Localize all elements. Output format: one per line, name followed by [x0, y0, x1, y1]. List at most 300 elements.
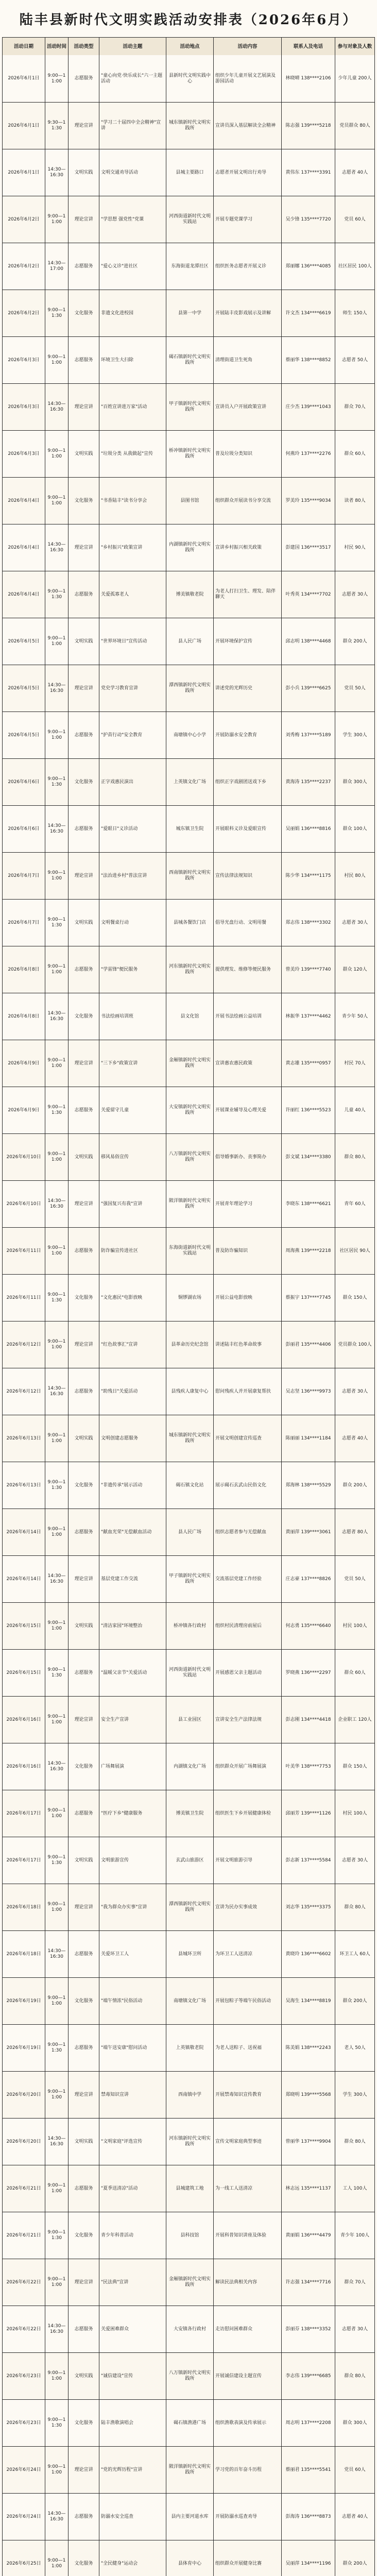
cell-location: 玄武山旅游区 — [166, 1837, 213, 1884]
cell-contact: 吴海生 134****8819 — [281, 1978, 335, 2024]
cell-participants: 党员 50人 — [335, 1556, 374, 1602]
cell-time: 9:00—11:00 — [45, 2447, 68, 2493]
cell-time: 9:00—11:30 — [45, 900, 68, 946]
cell-contact: 何燕玲 137****2276 — [281, 431, 335, 477]
cell-type: 志愿服务 — [68, 243, 99, 290]
cell-content: 宣讲惠农惠民政策 — [213, 1040, 281, 1087]
cell-content: 清理街道卫生死角 — [213, 337, 281, 383]
table-row — [3, 852, 374, 899]
cell-location: 铜锣湖农场 — [166, 1275, 213, 1321]
cell-contact: 彭丽芬 138****3352 — [281, 2306, 335, 2352]
cell-location: 桥冲镇各行政村 — [166, 1603, 213, 1649]
cell-location: 西南镇新时代文明实践所 — [166, 853, 213, 899]
cell-contact: 何志勇 135****6640 — [281, 1603, 335, 1649]
cell-date: 2026年6月3日 — [8, 357, 40, 363]
cell-content: 学习党的百年奋斗历程 — [213, 2447, 281, 2493]
cell-theme: "献血光荣"无偿献血活动 — [99, 1509, 166, 1555]
cell-participants: 少年儿童 200人 — [335, 55, 374, 102]
cell-time: 14:30—16:30 — [45, 665, 68, 711]
cell-participants: 村民 80人 — [335, 853, 374, 899]
cell-theme: "全民健身"运动会 — [99, 2540, 166, 2576]
cell-date: 2026年6月25日 — [6, 2561, 41, 2566]
cell-type: 志愿服务 — [68, 712, 99, 758]
table-row — [3, 2212, 374, 2259]
table-row — [3, 524, 374, 571]
cell-participants: 志愿者 40人 — [335, 2494, 374, 2540]
cell-time: 9:00—11:30 — [45, 1650, 68, 1696]
cell-date: 2026年6月4日 — [8, 591, 40, 597]
cell-type: 文化服务 — [68, 290, 99, 336]
cell-participants: 群众 300人 — [335, 2400, 374, 2446]
cell-type: 志愿服务 — [68, 571, 99, 618]
cell-location: 大安镇各行政村 — [166, 2306, 213, 2352]
cell-contact: 彭海涛 136****8873 — [281, 2494, 335, 2540]
cell-date: 2026年6月21日 — [6, 2185, 41, 2191]
cell-content: 宣讲安全生产法律法规 — [213, 1697, 281, 1743]
cell-contact: 庄志豪 137****8826 — [281, 1556, 335, 1602]
column-header-date: 活动日期 — [13, 43, 33, 49]
cell-location: 甲子镇新时代文明实践所 — [166, 1556, 213, 1602]
cell-content: 讲述党的光辉历史 — [213, 665, 281, 711]
column-header-location: 活动地点 — [166, 38, 213, 55]
cell-time: 14:30—16:30 — [45, 2306, 68, 2352]
cell-contact: 叶美华 138****7753 — [281, 1743, 335, 1790]
cell-theme: "童心向党·快乐成长"六一主题活动 — [99, 55, 166, 102]
table-body — [3, 55, 374, 2576]
cell-participants: 老人 50人 — [335, 2025, 374, 2071]
cell-participants: 群众 60人 — [335, 1650, 374, 1696]
cell-type: 理论宣讲 — [68, 2072, 99, 2118]
cell-time: 9:00—11:00 — [45, 2165, 68, 2212]
cell-participants: 志愿者 30人 — [335, 2306, 374, 2352]
cell-theme: 安全生产宣讲 — [99, 1697, 166, 1743]
cell-time: 9:00—11:00 — [45, 2259, 68, 2306]
cell-location: 南塘镇文化广场 — [166, 1978, 213, 2024]
table-row — [3, 2352, 374, 2399]
cell-location: 碣石镇渔港广场 — [166, 2400, 213, 2446]
cell-location: 博美镇敬老院 — [166, 571, 213, 618]
cell-theme: "端午送安康"慰问活动 — [99, 2025, 166, 2071]
cell-type: 文明实践 — [68, 618, 99, 665]
cell-date: 2026年6月16日 — [6, 1764, 41, 1769]
cell-contact: 李晓东 138****6621 — [281, 1181, 335, 1227]
cell-theme: "端午情浓"民俗活动 — [99, 1978, 166, 2024]
cell-content: 慰问残疾人并开展康复帮扶 — [213, 1368, 281, 1415]
cell-date: 2026年6月3日 — [8, 404, 40, 410]
cell-type: 志愿服务 — [68, 2306, 99, 2352]
cell-type: 文化服务 — [68, 2400, 99, 2446]
cell-participants: 村民 100人 — [335, 1790, 374, 1837]
cell-type: 志愿服务 — [68, 2494, 99, 2540]
cell-participants: 群众 200人 — [335, 618, 374, 665]
cell-type: 文化服务 — [68, 1462, 99, 1509]
cell-participants: 志愿者 50人 — [335, 337, 374, 383]
cell-participants: 群众 80人 — [335, 2353, 374, 2399]
cell-content: 普及垃圾分类知识 — [213, 431, 281, 477]
table-row — [3, 1743, 374, 1790]
cell-date: 2026年6月6日 — [8, 779, 40, 785]
table-row — [3, 2540, 374, 2576]
cell-type: 志愿服务 — [68, 1368, 99, 1415]
cell-contact: 郑海林 138****5529 — [281, 1462, 335, 1509]
cell-time: 9:00—11:00 — [45, 1415, 68, 1462]
cell-date: 2026年6月15日 — [6, 1670, 41, 1675]
table-row — [3, 2024, 374, 2071]
cell-content: 开展公益电影放映 — [213, 1275, 281, 1321]
cell-time: 9:00—11:00 — [45, 1790, 68, 1837]
cell-contact: 彭志新 137****5584 — [281, 1837, 335, 1884]
cell-location: 潭西镇新时代文明实践所 — [166, 665, 213, 711]
cell-participants: 学生 300人 — [335, 712, 374, 758]
cell-location: 上英镇文化广场 — [166, 759, 213, 805]
table-row — [3, 758, 374, 805]
cell-content: 开展包粽子等端午民俗活动 — [213, 1978, 281, 2024]
cell-time: 9:00—11:00 — [45, 337, 68, 383]
cell-location: 县新时代文明实践中心 — [166, 55, 213, 102]
cell-theme: "清洁家园"环境整治 — [99, 1603, 166, 1649]
cell-time: 14:30—16:30 — [45, 806, 68, 852]
column-header-contact: 联系人及电话 — [281, 38, 335, 55]
cell-date: 2026年6月20日 — [6, 2139, 41, 2144]
cell-type: 文明实践 — [68, 900, 99, 946]
column-header-time: 活动时间 — [45, 38, 68, 55]
cell-participants: 群众 80人 — [335, 1884, 374, 1930]
cell-content: 走访慰问困难群众 — [213, 2306, 281, 2352]
cell-theme: "爱心义诊"进社区 — [99, 243, 166, 290]
cell-location: 内湖镇新时代文明实践所 — [166, 524, 213, 571]
table-row — [3, 2118, 374, 2165]
cell-date: 2026年6月4日 — [8, 545, 40, 550]
cell-time: 14:30—16:30 — [45, 149, 68, 196]
cell-time: 9:00—11:00 — [45, 2540, 68, 2576]
cell-location: 县城环卫所 — [166, 1931, 213, 1977]
table-row — [3, 2306, 374, 2352]
table-row — [3, 1133, 374, 1180]
cell-type: 理论宣讲 — [68, 1884, 99, 1930]
cell-date: 2026年6月18日 — [6, 1904, 41, 1910]
cell-time: 9:00—11:00 — [45, 618, 68, 665]
cell-time: 9:00—11:30 — [45, 571, 68, 618]
cell-content: 组织群众开展广场舞展演 — [213, 1743, 281, 1790]
table-row — [3, 1790, 374, 1837]
cell-location: 县人民广场 — [166, 1509, 213, 1555]
cell-contact: 林志远 135****1137 — [281, 2165, 335, 2212]
cell-location: 八万镇新时代文明实践所 — [166, 2353, 213, 2399]
cell-date: 2026年6月19日 — [6, 1998, 41, 2004]
cell-content: 展示碣石玄武山民俗文化 — [213, 1462, 281, 1509]
cell-location: 城东镇新时代文明实践所 — [166, 1415, 213, 1462]
cell-content: 讲述陆丰红色革命故事 — [213, 1321, 281, 1368]
cell-location: 城东镇卫生院 — [166, 806, 213, 852]
cell-time: 9:00—11:30 — [45, 1275, 68, 1321]
cell-type: 文明实践 — [68, 1603, 99, 1649]
cell-theme: "百姓宣讲进万家"活动 — [99, 384, 166, 430]
cell-theme: "助残日"关爱活动 — [99, 1368, 166, 1415]
cell-location: 县城建筑工地 — [166, 2165, 213, 2212]
cell-theme: "非遗传承"展示活动 — [99, 1462, 166, 1509]
cell-type: 文化服务 — [68, 1275, 99, 1321]
cell-location: 陂洋镇新时代文明实践所 — [166, 2447, 213, 2493]
cell-contact: 吴丽萍 134****1196 — [281, 2540, 335, 2576]
cell-location: 西南镇中学 — [166, 2072, 213, 2118]
cell-participants: 志愿者 30人 — [335, 900, 374, 946]
cell-type: 理论宣讲 — [68, 853, 99, 899]
cell-type: 理论宣讲 — [68, 1697, 99, 1743]
cell-location: 县革命历史纪念馆 — [166, 1321, 213, 1368]
cell-date: 2026年6月21日 — [6, 2232, 41, 2238]
table-row — [3, 102, 374, 149]
cell-date: 2026年6月6日 — [8, 826, 40, 832]
cell-participants: 村民 100人 — [335, 1603, 374, 1649]
cell-time: 9:00—11:30 — [45, 1837, 68, 1884]
cell-time: 14:30—16:30 — [45, 384, 68, 430]
cell-participants: 党员群众 80人 — [335, 103, 374, 149]
cell-theme: 文明交通劝导活动 — [99, 149, 166, 196]
cell-theme: "乡村振兴"政策宣讲 — [99, 524, 166, 571]
table-row — [3, 1977, 374, 2024]
cell-date: 2026年6月19日 — [6, 2045, 41, 2050]
cell-participants: 党员 60人 — [335, 2447, 374, 2493]
cell-contact: 陈美娟 138****2243 — [281, 2025, 335, 2071]
cell-contact: 邱志明 138****4468 — [281, 618, 335, 665]
cell-contact: 吴志坚 136****9973 — [281, 1368, 335, 1415]
cell-time: 9:00—11:00 — [45, 2072, 68, 2118]
table-row — [3, 196, 374, 243]
cell-type: 文明实践 — [68, 149, 99, 196]
cell-time: 14:30—16:30 — [45, 1931, 68, 1977]
cell-participants: 企业职工 120人 — [335, 1697, 374, 1743]
cell-contact: 黄海涛 135****2237 — [281, 759, 335, 805]
cell-participants: 青少年 100人 — [335, 2212, 374, 2259]
cell-theme: 防诈骗宣传进社区 — [99, 1228, 166, 1274]
cell-theme: "法治进乡村"普法宣讲 — [99, 853, 166, 899]
cell-participants: 党员群众 100人 — [335, 1321, 374, 1368]
cell-date: 2026年6月11日 — [6, 1295, 41, 1300]
cell-contact: 彭建国 136****3517 — [281, 524, 335, 571]
table-row — [3, 1368, 374, 1415]
cell-content: 开展文明创建宣传巡查 — [213, 1415, 281, 1462]
cell-theme: 书法绘画培训班 — [99, 993, 166, 1040]
cell-content: 组织正字戏剧团送戏下乡 — [213, 759, 281, 805]
cell-content: 开展科普知识讲座及体验 — [213, 2212, 281, 2259]
cell-location: 县第一中学 — [166, 290, 213, 336]
cell-date: 2026年6月1日 — [8, 76, 40, 81]
cell-theme: 非遗文化进校园 — [99, 290, 166, 336]
cell-contact: 刘志华 135****3375 — [281, 1884, 335, 1930]
cell-date: 2026年6月22日 — [6, 2326, 41, 2332]
cell-time: 9:00—11:00 — [45, 2353, 68, 2399]
cell-type: 理论宣讲 — [68, 384, 99, 430]
cell-theme: "夏季送清凉"活动 — [99, 2165, 166, 2212]
cell-theme: 党史学习教育宣讲 — [99, 665, 166, 711]
column-header-participants: 参与对象及人数 — [335, 38, 374, 55]
cell-contact: 黄晓玲 136****6602 — [281, 1931, 335, 1977]
cell-time: 14:30—16:30 — [45, 1556, 68, 1602]
cell-participants: 群众 100人 — [335, 806, 374, 852]
table-row — [3, 1415, 374, 1462]
cell-type: 文明实践 — [68, 2119, 99, 2165]
cell-location: 内湖镇文化广场 — [166, 1743, 213, 1790]
cell-type: 文明实践 — [68, 1134, 99, 1180]
cell-location: 桥冲镇新时代文明实践所 — [166, 431, 213, 477]
cell-date: 2026年6月18日 — [6, 1951, 41, 1957]
table-row — [3, 1602, 374, 1649]
cell-contact: 吴少锋 135****7720 — [281, 196, 335, 243]
cell-location: 东海街道新时代文明实践站 — [166, 1228, 213, 1274]
table-row — [3, 946, 374, 993]
table-row — [3, 899, 374, 946]
cell-date: 2026年6月1日 — [8, 170, 40, 175]
cell-time: 9:00—11:00 — [45, 1509, 68, 1555]
table-row — [3, 1555, 374, 1602]
cell-theme: 文明旅游宣传 — [99, 1837, 166, 1884]
cell-participants: 群众 70人 — [335, 384, 374, 430]
cell-type: 理论宣讲 — [68, 1181, 99, 1227]
cell-theme: "学雷锋"便民服务 — [99, 946, 166, 993]
cell-participants: 党员 60人 — [335, 196, 374, 243]
cell-theme: 移风易俗宣传 — [99, 1134, 166, 1180]
table-row — [3, 290, 374, 336]
cell-time: 9:00—11:30 — [45, 759, 68, 805]
cell-theme: 基层党建工作交流 — [99, 1556, 166, 1602]
cell-type: 志愿服务 — [68, 1790, 99, 1837]
cell-type: 志愿服务 — [68, 1650, 99, 1696]
table-row — [3, 2493, 374, 2540]
cell-contact: 刘秀梅 137****5189 — [281, 712, 335, 758]
cell-theme: 关爱孤寡老人 — [99, 571, 166, 618]
cell-contact: 林晓晴 138****2106 — [281, 55, 335, 102]
cell-type: 文明实践 — [68, 1415, 99, 1462]
cell-time: 9:00—11:30 — [45, 2025, 68, 2071]
cell-contact: 周海燕 139****2218 — [281, 1228, 335, 1274]
cell-location: 东海街道龙潭社区 — [166, 243, 213, 290]
cell-participants: 群众 150人 — [335, 1743, 374, 1790]
cell-type: 文明实践 — [68, 2353, 99, 2399]
table-row — [3, 1274, 374, 1321]
cell-date: 2026年6月16日 — [6, 1717, 41, 1722]
cell-type: 志愿服务 — [68, 1931, 99, 1977]
cell-participants: 群众 60人 — [335, 431, 374, 477]
table-row — [3, 1930, 374, 1977]
cell-type: 志愿服务 — [68, 806, 99, 852]
table-row — [3, 1509, 374, 1555]
cell-time: 9:00—11:00 — [45, 946, 68, 993]
cell-time: 9:00—11:00 — [45, 196, 68, 243]
table-row — [3, 477, 374, 524]
cell-type: 理论宣讲 — [68, 524, 99, 571]
cell-date: 2026年6月10日 — [6, 1154, 41, 1160]
cell-contact: 蔡振宇 137****7745 — [281, 1275, 335, 1321]
cell-type: 文化服务 — [68, 2540, 99, 2576]
cell-theme: 青少年科普活动 — [99, 2212, 166, 2259]
cell-time: 9:00—11:30 — [45, 2212, 68, 2259]
cell-type: 文化服务 — [68, 2212, 99, 2259]
table-row — [3, 665, 374, 711]
cell-date: 2026年6月24日 — [6, 2467, 41, 2472]
cell-location: 陂洋镇新时代文明实践所 — [166, 1181, 213, 1227]
cell-date: 2026年6月14日 — [6, 1576, 41, 1582]
cell-location: 潭西镇新时代文明实践所 — [166, 1884, 213, 1930]
cell-date: 2026年6月5日 — [8, 732, 40, 738]
column-header-type: 活动类型 — [68, 38, 99, 55]
cell-theme: "书香陆丰"读书分享会 — [99, 478, 166, 524]
cell-theme: 文明创建志愿服务 — [99, 1415, 166, 1462]
cell-time: 14:30—16:30 — [45, 1368, 68, 1415]
table-row — [3, 1321, 374, 1368]
cell-content: 倡导婚事新办、丧事简办 — [213, 1134, 281, 1180]
cell-content: 普及防诈骗知识 — [213, 1228, 281, 1274]
cell-location: 河东镇新时代文明实践所 — [166, 2119, 213, 2165]
cell-participants: 群众 80人 — [335, 1134, 374, 1180]
cell-location: 金厢镇新时代文明实践所 — [166, 1040, 213, 1087]
column-header-content: 活动内容 — [213, 38, 281, 55]
cell-participants: 学生 300人 — [335, 2072, 374, 2118]
cell-time: 9:00—11:00 — [45, 1884, 68, 1930]
cell-theme: "学习二十届四中全会精神"宣讲 — [99, 103, 166, 149]
cell-content: 开展陆丰皮影戏展示及讲解 — [213, 290, 281, 336]
cell-type: 理论宣讲 — [68, 103, 99, 149]
cell-content: 为老人打扫卫生、理发、陪伴聊天 — [213, 571, 281, 618]
cell-type: 文化服务 — [68, 478, 99, 524]
cell-theme: "医疗下乡"健康服务 — [99, 1790, 166, 1837]
cell-content: 组织渔歌表演及传承展示 — [213, 2400, 281, 2446]
cell-date: 2026年6月23日 — [6, 2373, 41, 2379]
cell-theme: 正字戏惠民演出 — [99, 759, 166, 805]
cell-content: 开展感恩父亲主题活动 — [213, 1650, 281, 1696]
cell-date: 2026年6月1日 — [8, 123, 40, 128]
cell-participants: 社区居民 90人 — [335, 1228, 374, 1274]
cell-time: 9:00—11:30 — [45, 1462, 68, 1509]
cell-content: 为环卫工人送清凉 — [213, 1931, 281, 1977]
table-row — [3, 1462, 374, 1509]
cell-time: 14:30—17:00 — [45, 243, 68, 290]
cell-type: 文明实践 — [68, 431, 99, 477]
cell-contact: 李志伟 139****6685 — [281, 2353, 335, 2399]
cell-content: 开展课业辅导及心理关爱 — [213, 1087, 281, 1133]
cell-theme: 关爱困难群众 — [99, 2306, 166, 2352]
table-row — [3, 711, 374, 758]
cell-time: 14:30—16:30 — [45, 2119, 68, 2165]
cell-date: 2026年6月5日 — [8, 685, 40, 691]
cell-contact: 黄丽萍 139****3061 — [281, 1509, 335, 1555]
cell-type: 文化服务 — [68, 993, 99, 1040]
cell-date: 2026年6月20日 — [6, 2092, 41, 2097]
cell-content: 组织村民清理房前屋后 — [213, 1603, 281, 1649]
cell-content: 志愿者开展文明出行劝导 — [213, 149, 281, 196]
cell-participants: 村民 70人 — [335, 1040, 374, 1087]
cell-contact: 彭文斌 134****3380 — [281, 1134, 335, 1180]
cell-theme: 关爱留守儿童 — [99, 1087, 166, 1133]
cell-time: 9:00—11:00 — [45, 1978, 68, 2024]
cell-theme: 广场舞展演 — [99, 1743, 166, 1790]
cell-type: 志愿服务 — [68, 55, 99, 102]
cell-theme: "温暖父亲节"关爱活动 — [99, 1650, 166, 1696]
cell-date: 2026年6月9日 — [8, 1107, 40, 1113]
table-row — [3, 2259, 374, 2306]
cell-contact: 许文杰 134****6619 — [281, 290, 335, 336]
cell-participants: 读者 80人 — [335, 478, 374, 524]
cell-date: 2026年6月24日 — [6, 2514, 41, 2519]
cell-content: 组织志愿者参与无偿献血 — [213, 1509, 281, 1555]
cell-theme: "诚信建设"宣传 — [99, 2353, 166, 2399]
cell-location: 上英镇敬老院 — [166, 2025, 213, 2071]
cell-location: 八万镇新时代文明实践所 — [166, 1134, 213, 1180]
cell-type: 文明实践 — [68, 1837, 99, 1884]
table-row — [3, 1837, 374, 1884]
cell-contact: 彭小兵 139****6625 — [281, 665, 335, 711]
cell-time: 9:00—11:00 — [45, 1040, 68, 1087]
cell-content: 开展文明旅游引导 — [213, 1837, 281, 1884]
